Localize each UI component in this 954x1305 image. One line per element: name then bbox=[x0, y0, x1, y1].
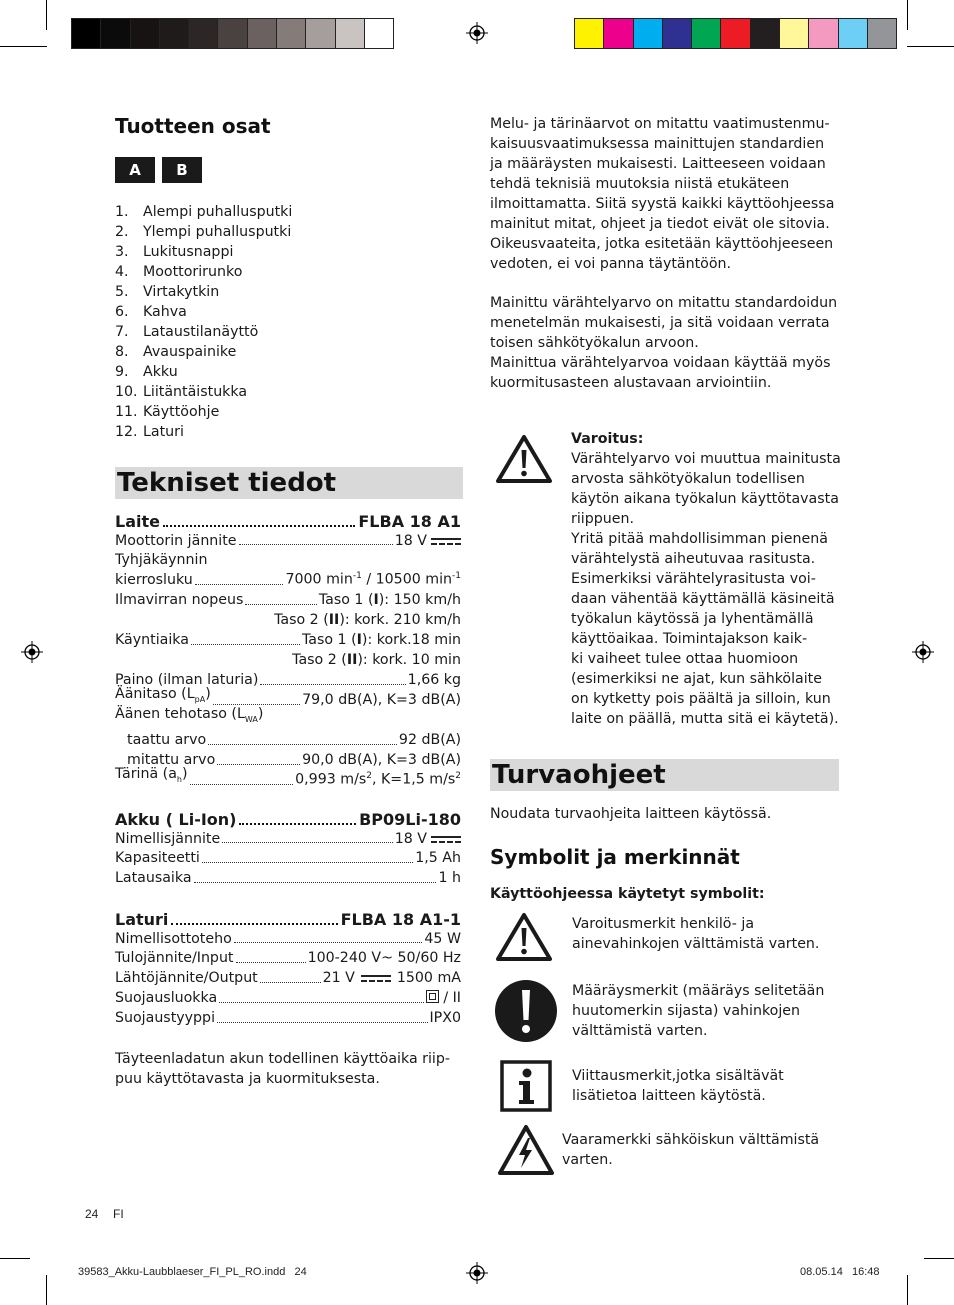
color-swatch bbox=[365, 19, 393, 48]
symbol-mandatory-text: Määräysmerkit (määräys selitetään huutomerkin sijasta) vahinkojen välttämistä varten. bbox=[572, 983, 825, 1039]
list-item: 9. Akku bbox=[115, 364, 178, 380]
spec-row: Moottorin jännite 18 V bbox=[115, 532, 461, 550]
device-header: Laite FLBA 18 A1 bbox=[115, 512, 461, 531]
safety-text: Noudata turvaohjeita laitteen käytössä. bbox=[490, 806, 772, 822]
spec-row: Paino (ilman laturia) 1,66 kg bbox=[115, 672, 461, 688]
crop-mark bbox=[907, 0, 908, 30]
battery-spec bbox=[115, 810, 461, 888]
color-swatch bbox=[72, 19, 101, 48]
symbol-info-text: Viittausmerkit,jotka sisältävät lisätietoa laitteen käytöstä. bbox=[572, 1068, 784, 1104]
spec-row: Latausaika 1 h bbox=[115, 870, 461, 886]
warning-block: Varoitus: Värähtelyarvo voi muuttua mainitusta arvosta sähkötyökalun todellisen käytön aikana työkalun käyttötavasta riippuen. Yritä pitää mahdollisimman pienenä värähtelystä aiheutuvaa rasitusta. Esimerkiksi värähtelyrasitusta voi- daan vähentää käyttämällä käsineitä työkalun käytössä ja lyhentämällä käyttöaikaa. Toimintajakson kaik- ki vaiheet tulee ottaa huomioon (esimerkiksi ne ajat, kun sähkölaite on kytketty pois päältä ja silloin, kun laite on päällä, mutta sitä ei käytetä). bbox=[571, 431, 841, 727]
spec-row: mitattu arvo 90,0 dB(A), K=3 dB(A) bbox=[127, 752, 461, 768]
spec-row: Tärinä $(a_h)$ 0,993 $m/s^2$, K=1,5 $m/s^2$ bbox=[115, 766, 461, 788]
spec-row: Taso 2 ( II ): kork. 10 min bbox=[292, 652, 461, 668]
dc-current-icon bbox=[431, 834, 461, 844]
color-swatch bbox=[780, 19, 809, 48]
color-swatch bbox=[248, 19, 277, 48]
color-swatch bbox=[306, 19, 335, 48]
list-item: 11. Käyttöohje bbox=[115, 404, 220, 420]
color-swatch bbox=[839, 19, 868, 48]
color-swatch bbox=[692, 19, 721, 48]
color-swatch bbox=[277, 19, 306, 48]
crop-mark bbox=[907, 1275, 908, 1305]
device-spec bbox=[115, 512, 461, 790]
spec-row: Nimellisottoteho 45 W bbox=[115, 931, 461, 947]
runtime-note: Täyteenladatun akun todellinen käyttöaika riip- puu käyttötavasta ja kuormituksesta. bbox=[115, 1051, 451, 1087]
color-swatch bbox=[721, 19, 750, 48]
color-swatch bbox=[809, 19, 838, 48]
figure-badge-a: A bbox=[115, 157, 155, 183]
spec-row: Tyhjäkäynnin bbox=[115, 552, 208, 568]
parts-list bbox=[115, 202, 415, 442]
process-color-bar bbox=[574, 18, 897, 49]
color-swatch bbox=[751, 19, 780, 48]
color-swatch bbox=[160, 19, 189, 48]
crop-mark bbox=[46, 1275, 47, 1305]
safety-heading-box bbox=[490, 759, 839, 791]
charger-header: Laturi FLBA 18 A1-1 bbox=[115, 910, 461, 929]
list-item: 10. Liitäntäistukka bbox=[115, 384, 248, 400]
list-item: 8. Avauspainike bbox=[115, 344, 237, 360]
safety-heading: Turvaohjeet bbox=[492, 760, 666, 790]
registration-mark-icon bbox=[466, 1262, 488, 1284]
color-swatch bbox=[663, 19, 692, 48]
spec-row: Äänen tehotaso $(L_{WA})$ bbox=[115, 706, 264, 724]
list-item: 2. Ylempi puhallusputki bbox=[115, 224, 292, 240]
color-swatch bbox=[336, 19, 365, 48]
file-info: 39583_Akku-Laubblaeser_FI_PL_RO.indd 24 bbox=[78, 1266, 307, 1278]
spec-row: Ilmavirran nopeus Taso 1 (I): 150 km/h bbox=[115, 592, 461, 608]
spec-row: kierrosluku 7000 $\min^{-1} / 10500$ $\min^{-1}$ bbox=[115, 571, 461, 588]
warning-triangle-icon bbox=[495, 434, 553, 484]
page-number: 24 bbox=[85, 1207, 99, 1221]
list-item: 7. Lataustilanäyttö bbox=[115, 324, 259, 340]
spec-row: Suojausluokka / II bbox=[115, 990, 461, 1006]
color-swatch bbox=[218, 19, 247, 48]
grayscale-color-bar bbox=[71, 18, 394, 49]
spec-row: Kapasiteetti 1,5 Ah bbox=[115, 850, 461, 866]
print-date: 08.05.14 16:48 bbox=[800, 1266, 880, 1278]
vibration-paragraph: Mainittu värähtelyarvo on mitattu standardoidun menetelmän mukaisesti, ja sitä voidaan verrata toisen sähkötyökalun arvoon. Mainittua värähtelyarvoa voidaan käyttää myös kuormitusasteen alustavaan arviointiin. bbox=[490, 295, 838, 391]
list-item: 5. Virtakytkin bbox=[115, 284, 220, 300]
list-item: 3. Lukitusnappi bbox=[115, 244, 234, 260]
info-square-icon bbox=[500, 1060, 552, 1112]
dc-current-icon bbox=[361, 973, 391, 983]
list-item: 6. Kahva bbox=[115, 304, 187, 320]
battery-header: Akku ( Li-Ion) BP09Li-180 bbox=[115, 810, 461, 829]
spec-row: Nimellisjännite 18 V bbox=[115, 830, 461, 848]
color-swatch bbox=[131, 19, 160, 48]
crop-mark bbox=[46, 0, 47, 30]
registration-mark-icon bbox=[912, 641, 934, 663]
color-swatch bbox=[189, 19, 218, 48]
spec-row: Tulojännite/Input 100-240 V~ 50/60 Hz bbox=[115, 950, 461, 966]
spec-row: Äänitaso $(L_{pA})$ 79,0 dB(A), K=3 dB(A) bbox=[115, 686, 461, 708]
spec-row: Lähtöjännite/Output 21 V 1500 mA bbox=[115, 970, 461, 986]
parts-heading: Tuotteen osat bbox=[115, 114, 271, 138]
color-swatch bbox=[575, 19, 604, 48]
protection-class-icon bbox=[426, 990, 439, 1003]
tech-heading-box bbox=[115, 467, 463, 499]
crop-mark bbox=[924, 1258, 954, 1259]
symbols-subheading: Käyttöohjeessa käytetyt symbolit: bbox=[490, 886, 765, 902]
spec-row: Suojaustyyppi IPX0 bbox=[115, 1010, 461, 1026]
tech-heading: Tekniset tiedot bbox=[117, 468, 337, 498]
symbols-heading: Symbolit ja merkinnät bbox=[490, 845, 740, 869]
symbol-shock-text: Vaaramerkki sähköiskun välttämistä varten. bbox=[562, 1132, 820, 1168]
list-item: 1. Alempi puhallusputki bbox=[115, 204, 293, 220]
color-swatch bbox=[868, 19, 896, 48]
measurement-paragraph: Melu- ja tärinäarvot on mitattu vaatimustenmu- kaisuusvaatimuksessa mainittujen standardien ja määräysten mukaisesti. Laitteeseen voidaan tehdä teknisiä muutoksia niistä etukäteen ilmoittamatta. Siitä syystä kaikki käyttöohjeessa mainitut mitat, ohjeet ja tiedot eivät ole sitovia. Oikeusvaateita, jotka esitetään käyttöohjeeseen vedoten, ei voi panna täytäntöön. bbox=[490, 116, 835, 272]
symbol-warning-text: Varoitusmerkit henkilö- ja ainevahinkojen välttämistä varten. bbox=[572, 916, 820, 952]
spec-row: taattu arvo 92 dB(A) bbox=[127, 732, 461, 748]
crop-mark bbox=[0, 1258, 30, 1259]
crop-mark bbox=[0, 46, 47, 47]
dc-current-icon bbox=[431, 536, 461, 546]
crop-mark bbox=[907, 46, 954, 47]
color-swatch bbox=[101, 19, 130, 48]
list-item: 12. Laturi bbox=[115, 424, 184, 440]
list-item: 4. Moottorirunko bbox=[115, 264, 243, 280]
spec-row: Taso 2 ( II ): kork. 210 km/h bbox=[274, 612, 461, 628]
page-language: FI bbox=[113, 1207, 124, 1221]
figure-badge-b: B bbox=[162, 157, 202, 183]
registration-mark-icon bbox=[466, 22, 488, 44]
color-swatch bbox=[604, 19, 633, 48]
spec-row: Käyntiaika Taso 1 (I): kork.18 min bbox=[115, 632, 461, 648]
warning-triangle-icon bbox=[495, 912, 553, 962]
exclamation-circle-icon bbox=[494, 979, 558, 1043]
charger-spec bbox=[115, 910, 461, 1028]
color-swatch bbox=[634, 19, 663, 48]
electric-shock-triangle-icon bbox=[497, 1124, 555, 1176]
registration-mark-icon bbox=[21, 641, 43, 663]
